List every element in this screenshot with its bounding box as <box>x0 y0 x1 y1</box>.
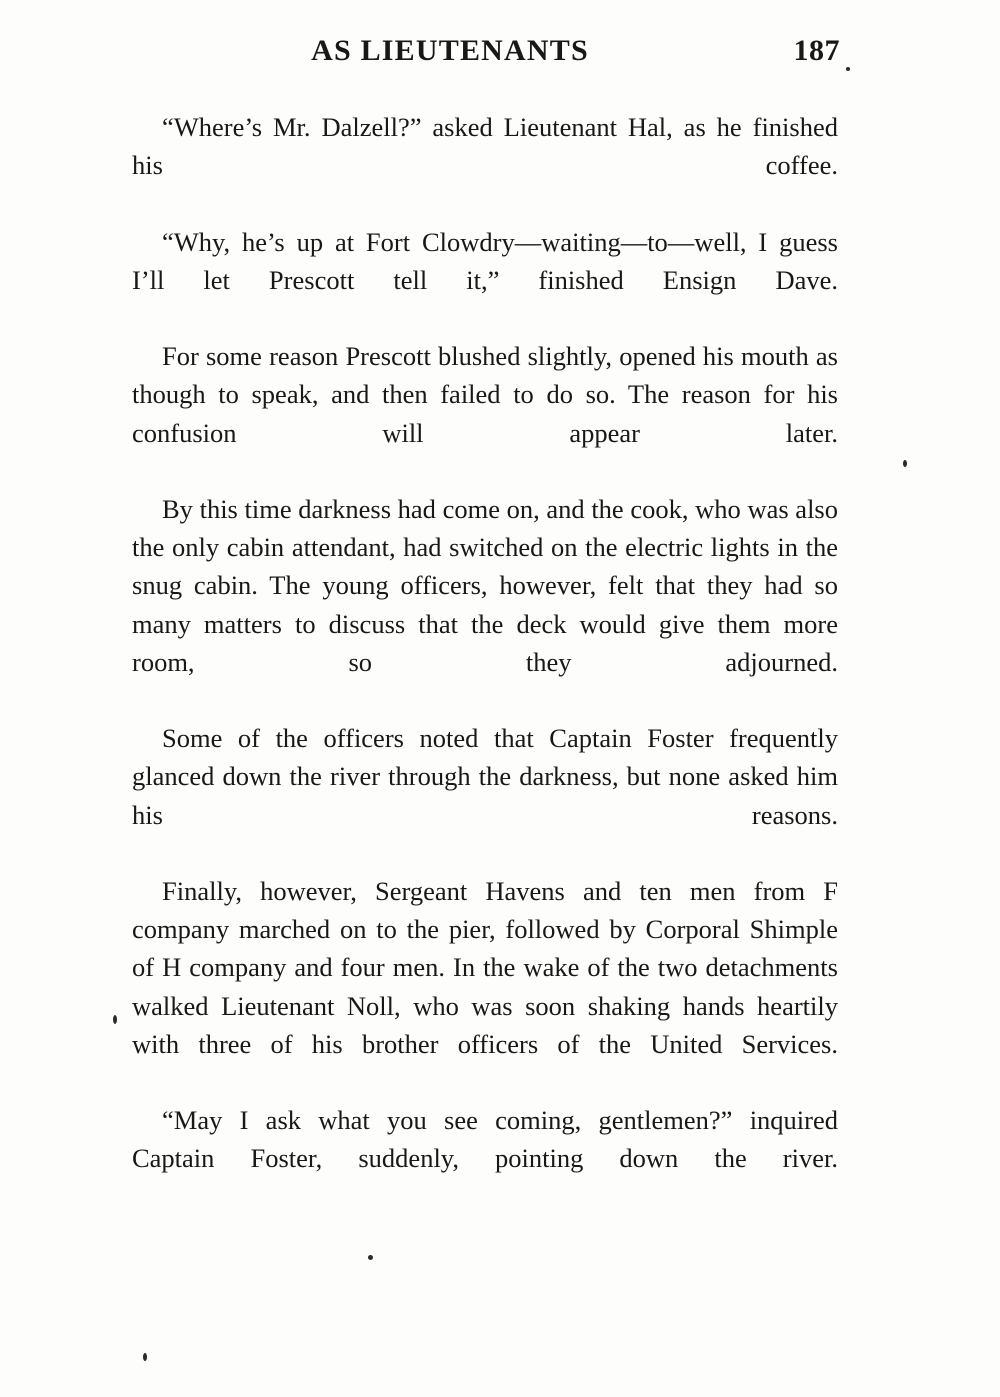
paragraph-text: “Where’s Mr. Dalzell?” asked Lieutenant Hal, as he finished his coffee. <box>132 112 838 181</box>
ink-speck <box>143 1353 147 1361</box>
paragraph-text: “May I ask what you see coming, gentlemen?” inquired Captain Foster, suddenly, pointing down the river. <box>132 1105 838 1174</box>
paragraph <box>132 872 838 1101</box>
ink-speck <box>113 1015 117 1024</box>
paragraph <box>132 490 838 719</box>
paragraph <box>132 337 838 490</box>
paragraph <box>132 108 838 223</box>
ink-speck <box>846 67 850 71</box>
paragraph <box>132 223 838 338</box>
paragraph-text: By this time darkness had come on, and the cook, who was also the only cabin attendant, had switched on the electric lights in the snug cabin. The young officers, however, felt that they had so many matters to discuss that the deck would give them more room, so they adjourned. <box>132 494 838 677</box>
paragraph <box>132 1101 838 1216</box>
paragraph-text: For some reason Prescott blushed slightly, opened his mouth as though to speak, and then failed to do so. The reason for his confusion will appear later. <box>132 341 838 448</box>
ink-speck <box>368 1255 373 1260</box>
paragraph-text: Finally, however, Sergeant Havens and ten men from F company marched on to the pier, followed by Corporal Shimple of H company and four men. In the wake of the two detachments walked Lieutenant Noll, who was soon shaking hands heartily with three of his brother officers of the United Services. <box>132 876 838 1059</box>
paragraph <box>132 719 838 872</box>
page-number: 187 <box>793 34 840 67</box>
page-header <box>130 34 840 82</box>
paragraph-text: Some of the officers noted that Captain Foster frequently glanced down the river through the darkness, but none asked him his reasons. <box>132 723 838 830</box>
ink-speck <box>903 460 907 467</box>
paragraph-text: “Why, he’s up at Fort Clowdry—waiting—to—well, I guess I’ll let Prescott tell it,” finished Ensign Dave. <box>132 226 838 295</box>
page-body <box>132 108 838 1216</box>
running-title: AS LIEUTENANTS <box>311 34 589 67</box>
